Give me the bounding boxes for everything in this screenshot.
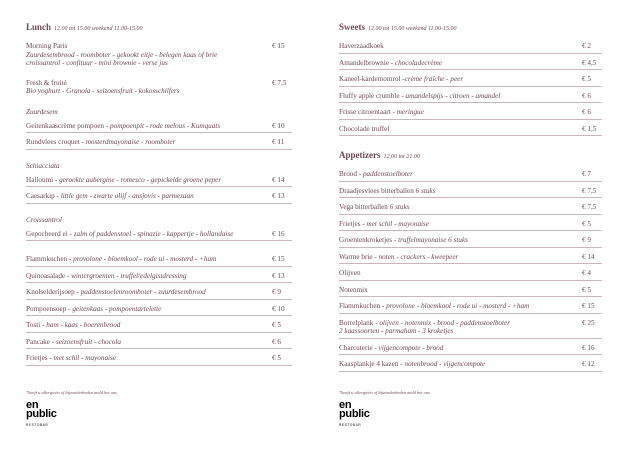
menu-item: Tosti - ham - kaas - boerenbrood € 5 [26, 321, 292, 333]
menu-item: Amandelbrownie - chocoladecrème € 4,5 [339, 59, 602, 71]
menu-item: Haverzaadkoek € 2 [339, 42, 602, 54]
menu-item-morning-paris: Morning Paris Zuurdesembrood - roomboter - gekookt eitje - belegen kaas of brie croissantrol - confituur - mini brownie - verse jus € 15 [26, 42, 285, 67]
menu-item: Olijven € 4 [339, 269, 602, 281]
menu-item: Groentenkroketjes - truffelmayonaise 6 stuks € 9 [339, 236, 602, 248]
lunch-column [26, 22, 292, 371]
restaurant-logo: en public RESTOBAR [26, 399, 57, 427]
menu-item: Flammkuchen - provolone - bloemkool - rode ui - mosterd - +ham € 15 [339, 302, 602, 314]
category-croissantrol: Croissantrol [26, 215, 62, 224]
sweets-heading: Sweets 12.00 tot 15.00 weekend 11.00-15.00 [339, 22, 457, 32]
category-zuurdesem: Zuurdesem [26, 107, 58, 116]
menu-item: Quinoasalade - wintergroenten - truffel/edelgistdressing € 13 [26, 272, 292, 284]
menu-item: Charcuterie - vijgencompote - brood € 16 [339, 344, 602, 356]
menu-item: Frietjes - met schil - mayonaise € 5 [339, 220, 602, 232]
menu-item: Frietjes - met schil - mayonaise € 5 [26, 354, 292, 366]
menu-item: Draadjesvlees bitterballen 6 stuks € 7,5 [339, 187, 602, 199]
footer-right [339, 390, 430, 430]
menu-item: Kaasplankje 4 kazen - notenbrood - vijgencompote € 12 [339, 360, 602, 372]
allergy-note: *heeft u allergieën of bijzonderheden meld het ons [26, 390, 117, 395]
menu-item: Pancake - seizoensfruit - chocola € 6 [26, 338, 292, 350]
menu-item: Flammkuchen - provolone - bloemkool - rode ui - mosterd - +ham € 15 [26, 255, 292, 267]
menu-item: Rundvlees croquet - mosterdmayonaise - roomboter € 11 [26, 138, 292, 150]
menu-item: Knolselderijsoep - paddenstoelenroomboter - zuurdesembrood € 9 [26, 288, 292, 300]
menu-item: Caesarkip - little gem - zwarte olijf - ansjovis - parmezaan € 13 [26, 192, 292, 204]
menu-item: Chocolade truffel € 1,5 [339, 125, 602, 137]
menu-item: Pompoensoep - geitenkaas - pompoentartelette € 10 [26, 305, 292, 317]
allergy-note: *heeft u allergieën of bijzonderheden meld het ons [339, 390, 430, 395]
menu-item: Gepocheerd ei - zalm of paddenstoel - spinazie - kappertje - hollandaise € 16 [26, 230, 292, 242]
menu-item: Warme brie - noten - crackers - kweepeer € 14 [339, 253, 602, 265]
appetizers-heading: Appetizers 12.00 tot 21.00 [339, 150, 420, 160]
menu-item: Geitenkaascrème pompoen - pompoenpit - rode melous - Kumquats € 10 [26, 122, 292, 134]
menu-item: Kaneel-kardemomrol -crème fraîche - peer € 5 [339, 75, 602, 87]
menu-item: Vega bitterballen 6 stuks € 7,5 [339, 203, 602, 215]
menu-item-fresh-fruite: Fresh & fruité Bio yoghurt - Granola - seizoensfruit - kokosschilfers € 7,5 [26, 78, 287, 95]
menu-item-borrelplank: Borrelplank - olijven - notenmix - brood - paddenstoelboter 2 kaassoorten - parmaham - 3 kroketjes € 25 [339, 319, 602, 339]
menu-item: Halloumi - gerookte aubergine - romesco - gepickelde groene peper € 14 [26, 176, 292, 188]
menu-item: Fluffy apple crumble - amandelspijs - citroen - amandel € 6 [339, 92, 602, 104]
lunch-heading: Lunch 12.00 tot 15.00 weekend 11.00-15.00 [26, 22, 143, 32]
menu-item: Frisse citroentaart - meringue € 6 [339, 108, 602, 120]
sweets-appetizers-column [339, 22, 602, 377]
footer-left [26, 390, 117, 430]
menu-item: Brood - paddenstoelboter € 7 [339, 170, 602, 182]
menu-item: Notenmix € 5 [339, 286, 602, 298]
restaurant-logo: en public RESTOBAR [339, 399, 370, 427]
category-schiacciata: Schiacciata [26, 161, 60, 170]
